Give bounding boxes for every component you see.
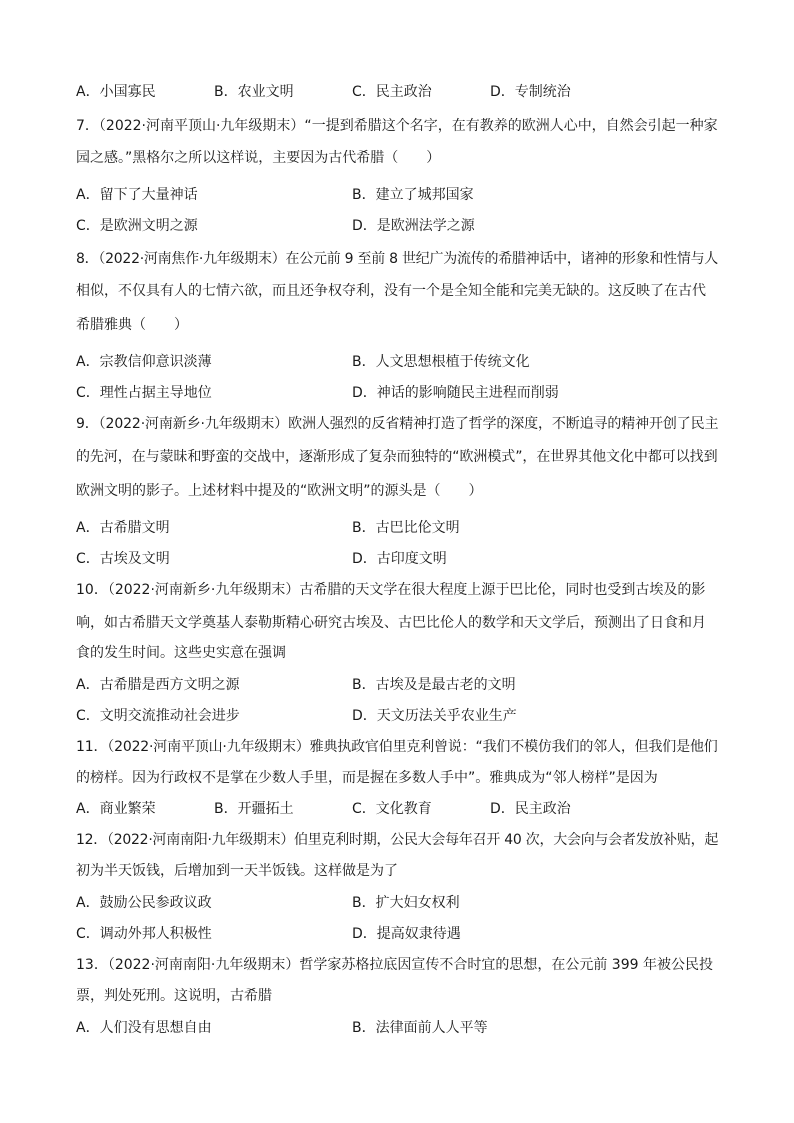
question-stem-line: 相似，不仅具有人的七情六欲，而且还争权夺利，没有一个是全知全能和完美无缺的。这反映了在古代 [76,283,706,299]
option-d: D．民主政治 [490,801,571,817]
question-stem-line: 票，判处死刑。这说明，古希腊 [76,988,272,1004]
option-a: A．宗教信仰意识淡薄 [76,354,212,370]
question-stem-line: 12．（2022·河南南阳·九年级期末）伯里克利时期，公民大会每年召开 40 次，大会向与会者发放补贴，起 [76,832,719,848]
option-b: B．古埃及是最古老的文明 [352,677,516,693]
option-c: C．是欧洲文明之源 [76,218,198,234]
option-d: D．提高奴隶待遇 [352,926,461,942]
question-stem-line: 响，如古希腊天文学奠基人泰勒斯精心研究古埃及、古巴比伦人的数学和天文学后，预测出了日食和月 [76,615,706,631]
option-b: B．农业文明 [214,84,294,100]
question-stem-line: 欧洲文明的影子。上述材料中提及的“欧洲文明”的源头是（ ） [76,483,483,499]
option-d: D．专制统治 [490,84,571,100]
option-a: A．商业繁荣 [76,801,156,817]
option-c: C．调动外邦人积极性 [76,926,212,942]
question-stem-line: 9．（2022·河南新乡·九年级期末）欧洲人强烈的反省精神打造了哲学的深度，不断追寻的精神开创了民主 [76,416,719,432]
option-d: D．神话的影响随民主进程而削弱 [352,385,559,401]
question-stem-line: 10．（2022·河南新乡·九年级期末）古希腊的天文学在很大程度上源于巴比伦，同时也受到古埃及的影 [76,582,706,598]
option-c: C．理性占据主导地位 [76,385,212,401]
question-stem-line: 11．（2022·河南平顶山·九年级期末）雅典执政官伯里克利曾说：“我们不模仿我们的邻人，但我们是他们 [76,739,718,755]
question-stem-line: 希腊雅典（ ） [76,317,188,333]
question-stem-line: 8．（2022·河南焦作·九年级期末）在公元前 9 至前 8 世纪广为流传的希腊神话中，诸神的形象和性情与人 [76,251,719,267]
option-b: B．开疆拓土 [214,801,294,817]
question-stem-line: 食的发生时间。这些史实意在强调 [76,645,286,661]
option-c: C．文明交流推动社会进步 [76,708,240,724]
option-a: A．古希腊文明 [76,520,170,536]
question-stem-line: 园之感。”黑格尔之所以这样说，主要因为古代希腊（ ） [76,150,441,166]
question-stem-line: 13．（2022·河南南阳·九年级期末）哲学家苏格拉底因宣传不合时宜的思想，在公元前 399 年被公民投 [76,957,713,973]
option-d: D．是欧洲法学之源 [352,218,475,234]
question-stem-line: 初为半天饭钱，后增加到一天半饭钱。这样做是为了 [76,863,398,879]
option-d: D．天文历法关乎农业生产 [352,708,517,724]
option-b: B．古巴比伦文明 [352,520,460,536]
question-stem-line: 的先河，在与蒙昧和野蛮的交战中，逐渐形成了复杂而独特的“欧洲模式”，在世界其他文化中都可以找到 [76,449,718,465]
option-a: A．鼓励公民参政议政 [76,895,212,911]
option-b: B．扩大妇女权利 [352,895,460,911]
option-a: A．人们没有思想自由 [76,1020,212,1036]
question-stem-line: 的榜样。因为行政权不是掌在少数人手里，而是握在多数人手中”。雅典成为“邻人榜样”是因为 [76,770,658,786]
option-c: C．古埃及文明 [76,551,170,567]
option-a: A．留下了大量神话 [76,187,198,203]
option-b: B．人文思想根植于传统文化 [352,354,530,370]
option-a: A．小国寡民 [76,84,156,100]
option-b: B．建立了城邦国家 [352,187,474,203]
option-c: C．文化教育 [352,801,432,817]
question-stem-line: 7．（2022·河南平顶山·九年级期末）“一提到希腊这个名字，在有教养的欧洲人心中，自然会引起一种家 [76,118,718,134]
option-d: D．古印度文明 [352,551,447,567]
option-c: C．民主政治 [352,84,432,100]
option-b: B．法律面前人人平等 [352,1020,488,1036]
option-a: A．古希腊是西方文明之源 [76,677,240,693]
